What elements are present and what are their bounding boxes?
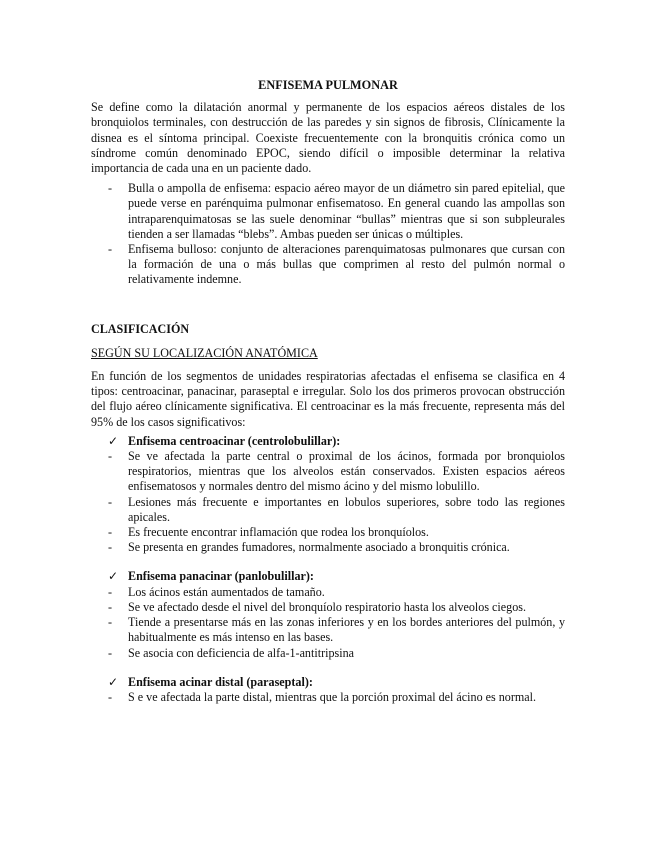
dash-bullet: - xyxy=(108,540,113,555)
dash-bullet: - xyxy=(108,494,113,509)
list-item: - Lesiones más frecuente e importantes en lobulos superiores, sobre todo las regiones apicales. xyxy=(108,494,565,524)
dash-bullet: - xyxy=(108,181,113,196)
list-item: - Se asocia con deficiencia de alfa-1-antitripsina xyxy=(108,645,354,660)
dash-bullet: - xyxy=(108,599,113,614)
definitions-list xyxy=(91,181,565,287)
list-item: - Bulla o ampolla de enfisema: espacio aéreo mayor de un diámetro sin pared epitelial, que puede verse en parénquima pulmonar enfisematoso. En general cuando las ampollas son intraparenquimatosas se las suele denominar “bullas” mientras que si son subpleurales tienden a ser llamadas “blebs”. Ambas pueden ser únicas o múltiples. xyxy=(108,181,565,241)
list-item: - Es frecuente encontrar inflamación que rodea los bronquíolos. xyxy=(108,525,429,540)
dash-bullet: - xyxy=(108,645,113,660)
dash-bullet: - xyxy=(108,584,113,599)
intro-paragraph: Se define como la dilatación anormal y permanente de los espacios aéreos distales de los bronquiolos terminales, con destrucción de las paredes y sin signos de fibrosis, Clínicamente la disnea es el síntoma principal. Coexiste frecuentemente con la bronquitis crónica como un síndrome común denominado EPOC, siendo difícil o imposible determinar la relativa importancia de cada una en un paciente dado. xyxy=(91,100,565,176)
classification-heading: CLASIFICACIÓN xyxy=(91,321,190,336)
type-block-panacinar xyxy=(91,569,565,660)
list-item: - Enfisema bulloso: conjunto de alteraciones parenquimatosas pulmonares que cursan con la formación de una o más bullas que comprimen al resto del pulmón normal o relativamente indemne. xyxy=(108,242,565,287)
type-items-list xyxy=(91,690,565,705)
type-items-list xyxy=(91,585,565,661)
checkmark-icon: ✓ xyxy=(108,433,119,448)
type-heading: ✓ Enfisema centroacinar (centrolobulillar): xyxy=(108,433,341,448)
dash-bullet: - xyxy=(108,689,113,704)
document-title: ENFISEMA PULMONAR xyxy=(258,78,398,92)
type-block-paraseptal xyxy=(91,675,565,705)
dash-bullet: - xyxy=(108,615,113,630)
type-heading: ✓ Enfisema acinar distal (paraseptal): xyxy=(108,674,313,689)
dash-bullet: - xyxy=(108,242,113,257)
list-item: - Tiende a presentarse más en las zonas inferiores y en los bordes anteriores del pulmón, y habitualmente es más intenso en las bases. xyxy=(108,615,565,645)
list-item: - Se ve afectada la parte central o proximal de los ácinos, formada por bronquiolos respiratorios, mientras que los alveolos están conservados. Existen espacios aéreos enfisematosos y normales dentro del mismo ácino y del mismo lobulillo. xyxy=(108,449,565,494)
type-block-centroacinar xyxy=(91,434,565,556)
list-item: - S e ve afectada la parte distal, mientras que la porción proximal del ácino es normal. xyxy=(108,689,537,704)
list-item: - Los ácinos están aumentados de tamaño. xyxy=(108,584,325,599)
type-items-list xyxy=(91,449,565,555)
dash-bullet: - xyxy=(108,525,113,540)
checkmark-icon: ✓ xyxy=(108,569,119,584)
location-subheading: SEGÚN SU LOCALIZACIÓN ANATÓMICA xyxy=(91,345,318,360)
location-paragraph: En función de los segmentos de unidades respiratorias afectadas el enfisema se clasifica en 4 tipos: centroacinar, panacinar, paraseptal e irregular. Solo los dos primeros provocan obstrucción del flujo aéreo clínicamente significativa. El centroacinar es la más frecuente, representa más del 95% de los casos significativos: xyxy=(91,369,565,429)
checkmark-icon: ✓ xyxy=(108,674,119,689)
type-heading: ✓ Enfisema panacinar (panlobulillar): xyxy=(108,569,314,584)
list-item: - Se presenta en grandes fumadores, normalmente asociado a bronquitis crónica. xyxy=(108,540,510,555)
dash-bullet: - xyxy=(108,449,113,464)
list-item: - Se ve afectado desde el nivel del bronquíolo respiratorio hasta los alveolos ciegos. xyxy=(108,599,526,614)
